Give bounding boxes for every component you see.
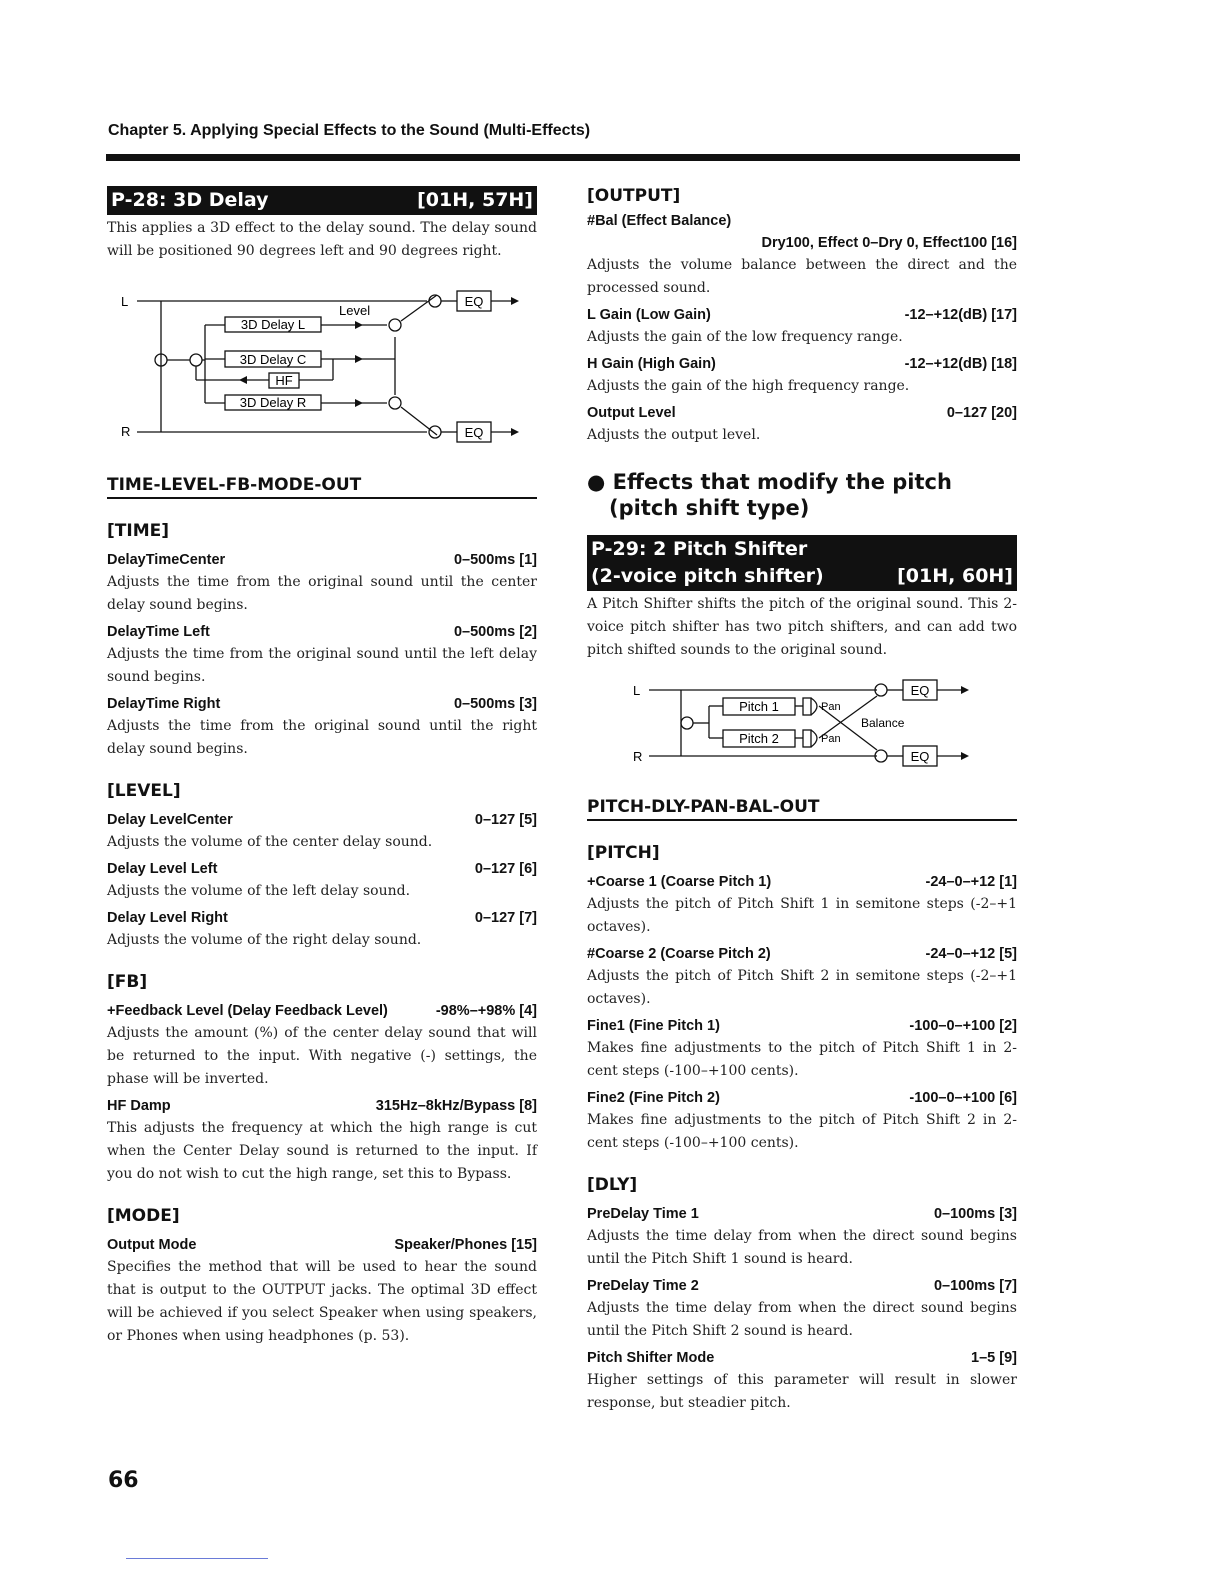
diagram-pan2: Pan — [821, 733, 841, 745]
param-name: DelayTime Right — [107, 696, 221, 712]
param-row — [107, 1095, 537, 1117]
effect-banner-p29 — [587, 535, 1017, 591]
param-range: -98%–+98% [4] — [435, 1003, 537, 1019]
param-range: 1–5 [9] — [971, 1350, 1017, 1366]
param-range: 0–500ms [1] — [453, 552, 537, 568]
param-desc: Adjusts the volume of the center delay sound. — [107, 834, 433, 850]
param-range-row — [587, 232, 1017, 254]
param-name: Delay Level Right — [107, 910, 228, 926]
param-name: HF Damp — [107, 1098, 171, 1114]
param-name: +Coarse 1 (Coarse Pitch 1) — [587, 874, 772, 890]
param-desc: Adjusts the volume of the right delay sound. — [107, 932, 422, 948]
param-range: -24–0–+12 [5] — [925, 946, 1017, 962]
pitch-heading: [PITCH] — [587, 843, 660, 863]
banner-code: [01H, 60H] — [897, 565, 1013, 587]
pitch-shifter-diagram — [587, 676, 1017, 781]
param-row — [107, 693, 537, 715]
param-name: Output Level — [587, 405, 676, 421]
param-range: -100–0–+100 [2] — [909, 1018, 1017, 1034]
diagram-pitch2: Pitch 2 — [739, 731, 779, 746]
param-desc: Adjusts the pitch of Pitch Shift 1 in semitone steps (-2–+1 octaves). — [587, 896, 1017, 935]
param-row — [587, 304, 1017, 326]
param-desc: Adjusts the pitch of Pitch Shift 2 in semitone steps (-2–+1 octaves). — [587, 968, 1017, 1007]
param-desc: Adjusts the amount (%) of the center delay sound that will be returned to the input. With negative (-) settings, the phase will be inverted. — [107, 1025, 537, 1087]
param-row — [587, 943, 1017, 965]
param-name: PreDelay Time 2 — [587, 1278, 699, 1294]
diagram-delay-l: 3D Delay L — [240, 317, 306, 332]
diagram-eq-top: EQ — [910, 683, 930, 698]
param-range: 0–100ms [7] — [933, 1278, 1017, 1294]
param-row — [587, 353, 1017, 375]
mode-heading: [MODE] — [107, 1206, 180, 1226]
param-range: 0–127 [6] — [474, 861, 537, 877]
param-name: Delay Level Left — [107, 861, 218, 877]
param-row — [107, 1234, 537, 1256]
param-row — [587, 210, 1017, 232]
diagram-pan1: Pan — [821, 701, 841, 713]
param-row — [107, 621, 537, 643]
diagram-label-r: R — [121, 424, 131, 439]
param-row — [587, 1087, 1017, 1109]
param-row — [587, 402, 1017, 424]
param-desc: Adjusts the volume of the left delay sound. — [107, 883, 411, 899]
param-name: DelayTimeCenter — [107, 552, 226, 568]
pitch-effects-heading: ● Effects that modify the pitch (pitch shift type) — [587, 470, 952, 520]
param-desc: Higher settings of this parameter will result in slower response, but steadier pitch. — [587, 1372, 1017, 1411]
param-range: -12–+12(dB) [17] — [904, 307, 1017, 323]
diagram-eq-top: EQ — [464, 294, 484, 309]
page-number: 66 — [108, 1468, 139, 1493]
param-desc: Adjusts the volume balance between the direct and the processed sound. — [587, 257, 1017, 296]
param-name: Pitch Shifter Mode — [587, 1350, 715, 1366]
section-heading: PITCH-DLY-PAN-BAL-OUT — [587, 797, 1017, 821]
3d-delay-diagram — [107, 283, 537, 453]
param-range: 0–127 [20] — [946, 405, 1017, 421]
param-name: #Bal (Effect Balance) — [587, 213, 732, 229]
param-range: 0–500ms [2] — [453, 624, 537, 640]
intro-text: A Pitch Shifter shifts the pitch of the original sound. This 2-voice pitch shifter has two pitch shifters, and can add two pitch shifted sounds to the original sound. — [587, 596, 1017, 658]
param-name: Fine1 (Fine Pitch 1) — [587, 1018, 720, 1034]
param-name: H Gain (High Gain) — [587, 356, 716, 372]
time-heading: [TIME] — [107, 521, 169, 541]
diagram-level: Level — [339, 303, 371, 318]
param-desc: Makes fine adjustments to the pitch of Pitch Shift 1 in 2-cent steps (-100–+100 cents). — [587, 1040, 1017, 1079]
banner-code: [01H, 57H] — [417, 189, 533, 211]
diagram-delay-c: 3D Delay C — [239, 352, 307, 367]
param-name: #Coarse 2 (Coarse Pitch 2) — [587, 946, 771, 962]
param-range: -100–0–+100 [6] — [909, 1090, 1017, 1106]
param-row — [107, 549, 537, 571]
param-row — [107, 907, 537, 929]
diagram-label-r: R — [633, 749, 643, 764]
param-row — [587, 1347, 1017, 1369]
effect-banner-p28 — [107, 186, 537, 215]
diagram-label-l: L — [121, 294, 129, 309]
diagram-hf: HF — [275, 373, 293, 388]
param-range: 0–127 [5] — [474, 812, 537, 828]
param-row — [587, 1203, 1017, 1225]
section-heading: TIME-LEVEL-FB-MODE-OUT — [107, 475, 537, 499]
banner-line1: P-29: 2 Pitch Shifter — [591, 538, 808, 560]
fb-heading: [FB] — [107, 972, 148, 992]
param-desc: Adjusts the output level. — [587, 427, 761, 443]
banner-name: P-28: 3D Delay — [111, 189, 269, 211]
param-range: 0–100ms [3] — [933, 1206, 1017, 1222]
left-column — [107, 186, 537, 1348]
param-desc: Adjusts the time from the original sound until the left delay sound begins. — [107, 646, 537, 685]
param-name: Fine2 (Fine Pitch 2) — [587, 1090, 720, 1106]
diagram-pitch1: Pitch 1 — [739, 699, 779, 714]
param-name: +Feedback Level (Delay Feedback Level) — [107, 1003, 388, 1019]
param-desc: Adjusts the time delay from when the direct sound begins until the Pitch Shift 2 sound is heard. — [587, 1300, 1017, 1339]
param-range: 0–500ms [3] — [453, 696, 537, 712]
param-row — [587, 1015, 1017, 1037]
banner-line2: (2-voice pitch shifter) — [591, 565, 824, 587]
param-row — [107, 858, 537, 880]
param-range: -12–+12(dB) [18] — [904, 356, 1017, 372]
param-range: Dry100, Effect 0–Dry 0, Effect100 [16] — [761, 235, 1017, 251]
param-desc: Adjusts the gain of the low frequency range. — [587, 329, 903, 345]
diagram-balance: Balance — [861, 716, 905, 730]
param-name: Output Mode — [107, 1237, 197, 1253]
param-name: Delay LevelCenter — [107, 812, 233, 828]
header-rule — [106, 154, 1020, 161]
param-desc: Adjusts the time delay from when the direct sound begins until the Pitch Shift 1 sound is heard. — [587, 1228, 1017, 1267]
param-desc: Adjusts the gain of the high frequency range. — [587, 378, 910, 394]
diagram-eq-bottom: EQ — [464, 425, 484, 440]
param-row — [107, 1000, 537, 1022]
param-name: L Gain (Low Gain) — [587, 307, 711, 323]
param-row — [107, 809, 537, 831]
footer-line — [126, 1558, 268, 1559]
param-range: Speaker/Phones [15] — [394, 1237, 537, 1253]
param-desc: Specifies the method that will be used to hear the sound that is output to the OUTPUT jacks. The optimal 3D effect will be achieved if you select Speaker when using speakers, or Phones when using headphones (p. 53). — [107, 1259, 537, 1344]
diagram-label-l: L — [633, 683, 641, 698]
param-range: -24–0–+12 [1] — [925, 874, 1017, 890]
intro-text: This applies a 3D effect to the delay sound. The delay sound will be positioned 90 degrees left and 90 degrees right. — [107, 220, 537, 259]
param-name: PreDelay Time 1 — [587, 1206, 699, 1222]
output-heading: [OUTPUT] — [587, 186, 681, 206]
diagram-eq-bottom: EQ — [910, 749, 930, 764]
param-desc: Makes fine adjustments to the pitch of Pitch Shift 2 in 2-cent steps (-100–+100 cents). — [587, 1112, 1017, 1151]
param-desc: This adjusts the frequency at which the high range is cut when the Center Delay sound is returned to the input. If you do not wish to cut the high range, set this to Bypass. — [107, 1120, 537, 1182]
chapter-title: Chapter 5. Applying Special Effects to the Sound (Multi-Effects) — [108, 122, 591, 139]
param-range: 315Hz–8kHz/Bypass [8] — [375, 1098, 537, 1114]
param-range: 0–127 [7] — [474, 910, 537, 926]
param-name: DelayTime Left — [107, 624, 210, 640]
param-row — [587, 871, 1017, 893]
dly-heading: [DLY] — [587, 1175, 638, 1195]
right-column — [587, 186, 1017, 1415]
param-desc: Adjusts the time from the original sound until the center delay sound begins. — [107, 574, 537, 613]
param-row — [587, 1275, 1017, 1297]
param-desc: Adjusts the time from the original sound until the right delay sound begins. — [107, 718, 537, 757]
diagram-delay-r: 3D Delay R — [239, 395, 307, 410]
level-heading: [LEVEL] — [107, 781, 181, 801]
